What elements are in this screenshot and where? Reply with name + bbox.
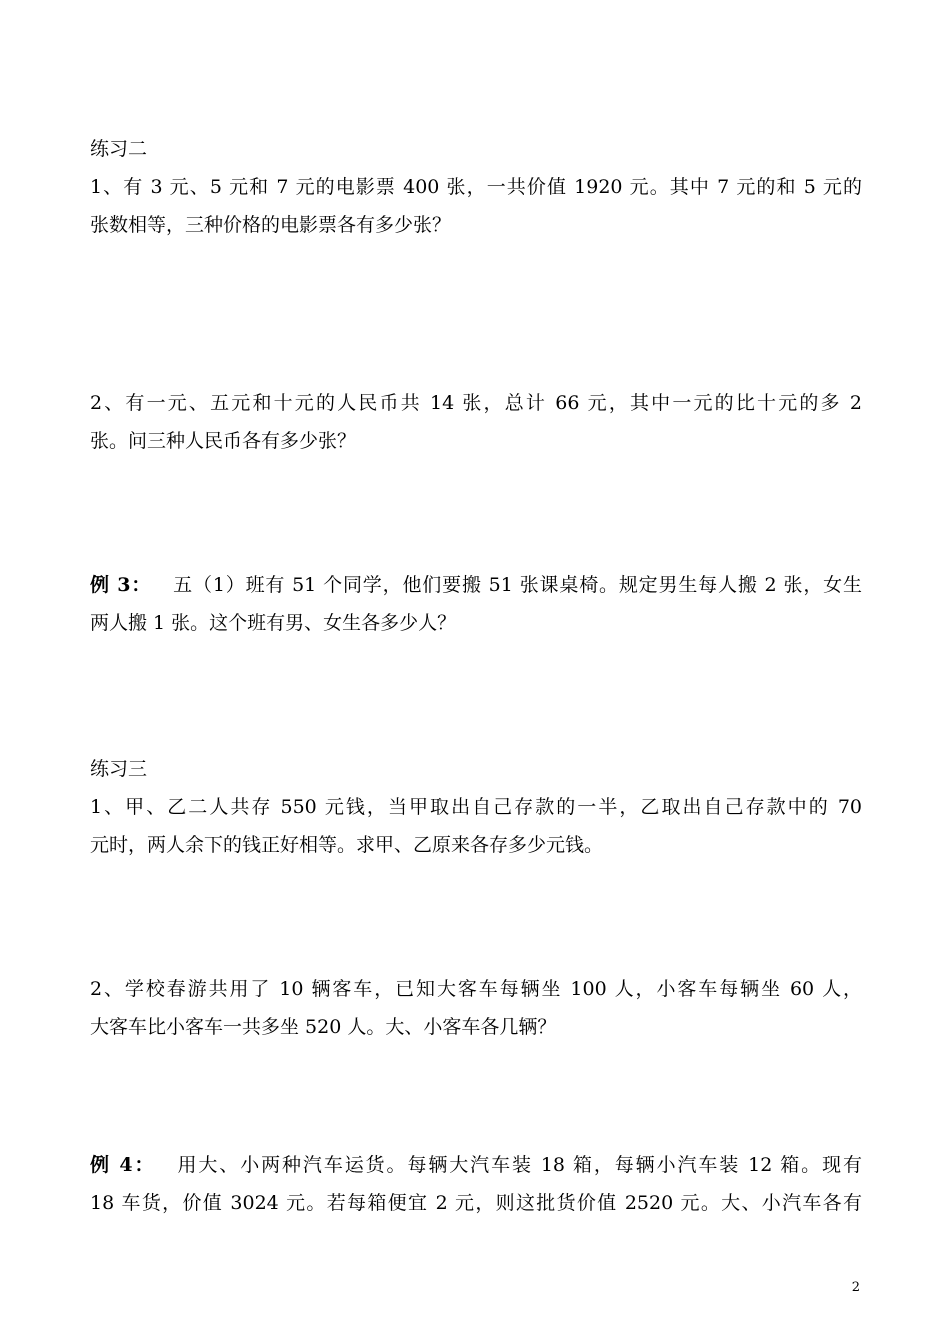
- example-4-label: 例 4：: [90, 1154, 156, 1176]
- example-3-label: 例 3：: [90, 574, 152, 596]
- practice-3-question-2: [90, 970, 862, 1046]
- practice-3-question-1: [90, 788, 862, 864]
- practice-2-question-2: [90, 384, 862, 460]
- question-line: 张数相等，三种价格的电影票各有多少张？: [90, 214, 452, 236]
- question-line: 大客车比小客车一共多坐 520 人。大、小客车各几辆？: [90, 1016, 557, 1038]
- page-number: 2: [851, 1280, 860, 1295]
- question-line: 2、有一元、五元和十元的人民币共 14 张，总计 66 元，其中一元的比十元的多 2: [90, 392, 862, 414]
- practice-2-title: 练习二: [90, 138, 148, 160]
- question-line: 张。问三种人民币各有多少张？: [90, 430, 357, 452]
- example-3-text: 五（1）班有 51 个同学，他们要搬 51 张课桌椅。规定男生每人搬 2 张，女生: [173, 574, 862, 596]
- example-line: [90, 566, 862, 604]
- example-3: [90, 566, 862, 642]
- question-line: 2、学校春游共用了 10 辆客车，已知大客车每辆坐 100 人，小客车每辆坐 60 人，: [90, 978, 862, 1000]
- practice-3-title: 练习三: [90, 758, 148, 780]
- question-line: 1、有 3 元、5 元和 7 元的电影票 400 张，一共价值 1920 元。其中 7 元的和 5 元的: [90, 176, 862, 198]
- example-4: [90, 1146, 862, 1222]
- example-line: 18 车货，价值 3024 元。若每箱便宜 2 元，则这批货价值 2520 元。大、小汽车各有: [90, 1192, 862, 1214]
- example-4-text: 用大、小两种汽车运货。每辆大汽车装 18 箱，每辆小汽车装 12 箱。现有: [177, 1154, 862, 1176]
- question-line: 1、甲、乙二人共存 550 元钱，当甲取出自己存款的一半，乙取出自己存款中的 70: [90, 796, 862, 818]
- example-line: 两人搬 1 张。这个班有男、女生各多少人？: [90, 612, 457, 634]
- example-line: [90, 1146, 862, 1184]
- practice-2-question-1: [90, 168, 862, 244]
- question-line: 元时，两人余下的钱正好相等。求甲、乙原来各存多少元钱。: [90, 834, 604, 856]
